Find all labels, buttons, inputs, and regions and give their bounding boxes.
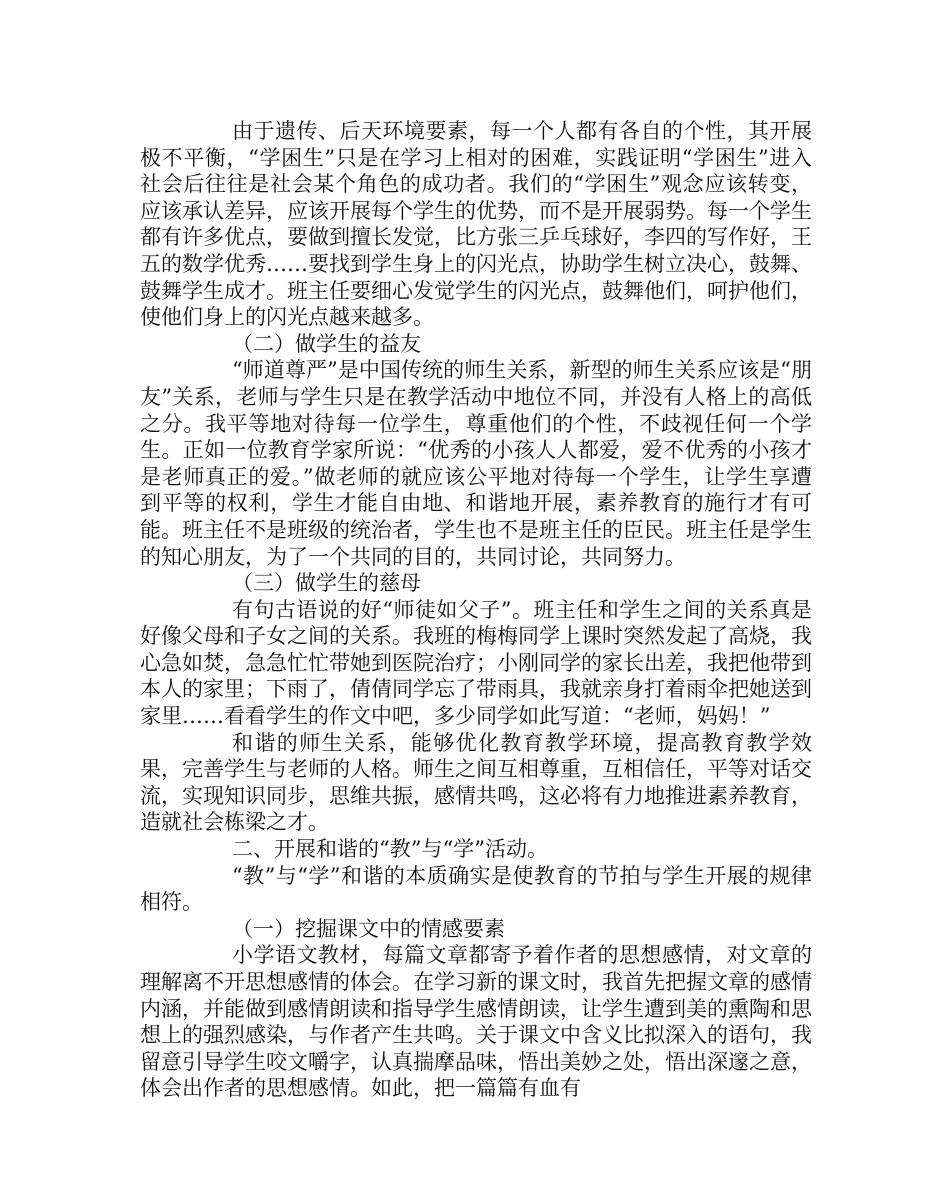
paragraph-teacher-as-mother: 有句古语说的好“师徒如父子”。班主任和学生之间的关系真是好像父母和子女之间的关系。我班的梅梅同学上课时突然发起了高烧，我心急如焚，急急忙忙带她到医院治疗；小刚同学的家长出差，我把他带到本人的家里；下雨了，倩倩同学忘了带雨具，我就亲身打着雨伞把她送到家里……看看学生的作文中吧，多少同学如此写道：“老师，妈妈！” bbox=[140, 597, 812, 729]
paragraph-teaching-essence: “教”与“学”和谐的本质确实是使教育的节拍与学生开展的规律相符。 bbox=[140, 863, 812, 915]
section-heading-teaching-learning: 二、开展和谐的“教”与“学”活动。 bbox=[232, 837, 548, 862]
section-heading-friend: （二）做学生的益友 bbox=[232, 331, 421, 356]
paragraph-student-strengths: 由于遗传、后天环境要素，每一个人都有各自的个性，其开展极不平衡，“学困生”只是在学习上相对的困难，实践证明“学困生”进入社会后往往是社会某个角色的成功者。我们的“学困生”观念应该转变，应该承认差异，应该开展每个学生的优势，而不是开展弱势。每一个学生都有许多优点，要做到擅长发觉，比方张三乒乓球好，李四的写作好，王五的数学优秀……要找到学生身上的闪光点，协助学生树立决心，鼓舞、鼓舞学生成才。班主任要细心发觉学生的闪光点，鼓舞他们，呵护他们，使他们身上的闪光点越来越多。 bbox=[140, 119, 812, 330]
section-heading-mother: （三）做学生的慈母 bbox=[232, 571, 421, 596]
paragraph-teacher-as-friend: “师道尊严”是中国传统的师生关系，新型的师生关系应该是“朋友”关系，老师与学生只是在教学活动中地位不同，并没有人格上的高低之分。我平等地对待每一位学生，尊重他们的个性，不歧视任何一个学生。正如一位教育学家所说：“优秀的小孩人人都爱，爱不优秀的小孩才是老师真正的爱。”做老师的就应该公平地对待每一个学生，让学生享遭到平等的权利，学生才能自由地、和谐地开展，素养教育的施行才有可能。班主任不是班级的统治者，学生也不是班主任的臣民。班主任是学生的知心朋友，为了一个共同的目的，共同讨论，共同努力。 bbox=[140, 358, 812, 569]
paragraph-harmonious-relationship: 和谐的师生关系，能够优化教育教学环境，提高教育教学效果，完善学生与老师的人格。师生之间互相尊重，互相信任，平等对话交流，实现知识同步，思维共振，感情共鸣，这必将有力地推进素养教育，造就社会栋梁之才。 bbox=[140, 730, 812, 835]
paragraph-chinese-textbook: 小学语文教材，每篇文章都寄予着作者的思想感情，对文章的理解离不开思想感情的体会。在学习新的课文时，我首先把握文章的感情内涵，并能做到感情朗读和指导学生感情朗读，让学生遭到美的熏陶和思想上的强烈感染，与作者产生共鸣。关于课文中含义比拟深入的语句，我留意引导学生咬文嚼字，认真揣摩品味，悟出美妙之处，悟出深邃之意，体会出作者的思想感情。如此，把一篇篇有血有 bbox=[140, 943, 812, 1101]
section-heading-emotional-elements: （一）挖掘课文中的情感要素 bbox=[232, 916, 505, 941]
document-page bbox=[140, 118, 812, 1102]
